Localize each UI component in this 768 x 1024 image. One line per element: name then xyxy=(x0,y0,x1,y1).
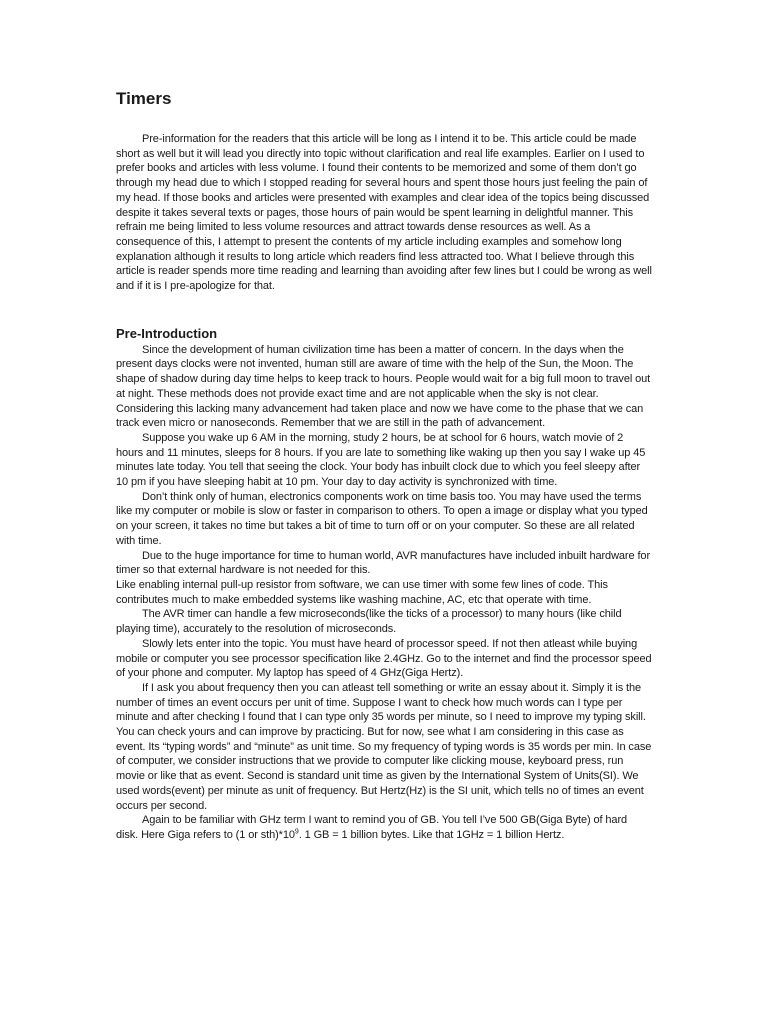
body-paragraph: Like enabling internal pull-up resistor from software, we can use timer with some few lines of code. This contributes much to make embedded systems like washing machine, AC, etc that operate with time. xyxy=(116,578,608,606)
section-heading: Pre-Introduction xyxy=(116,325,218,341)
body-paragraph: If I ask you about frequency then you can atleast tell something or write an essay about it. Simply it is the number of times an event occurs per unit of time. Suppose I want to check how much words can I type per minute and after checking I found that I can type only 35 words per minute, so I need to improve my typing skill. You can check yours and can improve by practicing. But for now, see what I am considering in this case as event. Its “typing words” and “minute” as unit time. So my frequency of typing words is 35 words per min. In case of computer, we consider instructions that we provide to computer like clicking mouse, keyboard press, run movie or like that as event. Second is standard unit time as given by the International System of Units(SI). We used words(event) per minute as unit of frequency. But Hertz(Hz) is the SI unit, which tells no of times an event occurs per second. xyxy=(116,681,652,812)
body-paragraph: Suppose you wake up 6 AM in the morning, study 2 hours, be at school for 6 hours, watch movie of 2 hours and 11 minutes, sleeps for 8 hours. If you are late to something like waking up then you say I wake up 45 minutes late today. You tell that seeing the clock. Your body has inbuilt clock due to which you feel sleepy after 10 pm if you have sleeping habit at 10 pm. Your day to day activity is synchronized with time. xyxy=(116,431,646,489)
body-paragraph: Since the development of human civilization time has been a matter of concern. In the days when the present days clocks were not invented, human still are aware of time with the help of the Sun, the Moon. The shape of shadow during day time helps to keep track to hours. People would wait for a big full moon to travel out at night. These methods does not provide exact time and are not applicable when the sky is not clear. Considering this lacking many advancement had taken place and now we have come to the phase that we can track even micro or nanoseconds. Remember that we are still in the path of advancement. xyxy=(116,343,651,430)
body-paragraph-last xyxy=(116,813,652,842)
intro-paragraph: Pre-information for the readers that this article will be long as I intend it to be. This article could be made short as well but it will lead you directly into topic without clarification and real life examples. Earlier on I used to prefer books and articles with less volume. I found their contents to be memorized and some of them don’t go through my head due to which I stopped reading for several hours and spent those hours just feeling the pain of my head. If those books and articles were presented with examples and clear idea of the topics being discussed despite it takes several texts or pages, those hours of pain would be spent learning in delightful manner. This refrain me being limited to less volume resources and attract towards dense resources as well. As a consequence of this, I attempt to present the contents of my article including examples and somehow long explanation although it results to long article which readers find less attracted too. What I believe through this article is reader spends more time reading and learning than avoiding after few lines but I could be wrong as well and if it is I pre-apologize for that. xyxy=(116,133,652,293)
body-paragraph: Don’t think only of human, electronics components work on time basis too. You may have used the terms like my computer or mobile is slow or faster in comparison to others. To open a image or display what you typed on your screen, it takes no time but takes a bit of time to turn off or on your computer. So these are all related with time. xyxy=(116,490,648,547)
body-paragraph: The AVR timer can handle a few microseconds(like the ticks of a processor) to many hours (like child playing time), accurately to the resolution of microseconds. xyxy=(116,608,622,636)
exponent: 9 xyxy=(294,828,299,836)
document-title: Timers xyxy=(116,89,172,108)
text-segment: Again to be familiar with GHz term I want to remind you of GB. You tell I’ve 500 GB(Giga Byte) of hard disk. Here Giga refers to (1 or sth)*10 xyxy=(116,814,628,841)
body-paragraph: Slowly lets enter into the topic. You must have heard of processor speed. If not then atleast while buying mobile or computer you see processor specification like 2.4GHz. Go to the internet and find the processor speed of your phone and computer. My laptop has speed of 4 GHz(Giga Hertz). xyxy=(116,637,652,680)
text-segment: . 1 GB = 1 billion bytes. Like that 1GHz = 1 billion Hertz. xyxy=(298,828,565,841)
document-page xyxy=(116,88,652,843)
body-paragraph: Due to the huge importance for time to human world, AVR manufactures have included inbuilt hardware for timer so that external hardware is not needed for this. xyxy=(116,549,651,577)
